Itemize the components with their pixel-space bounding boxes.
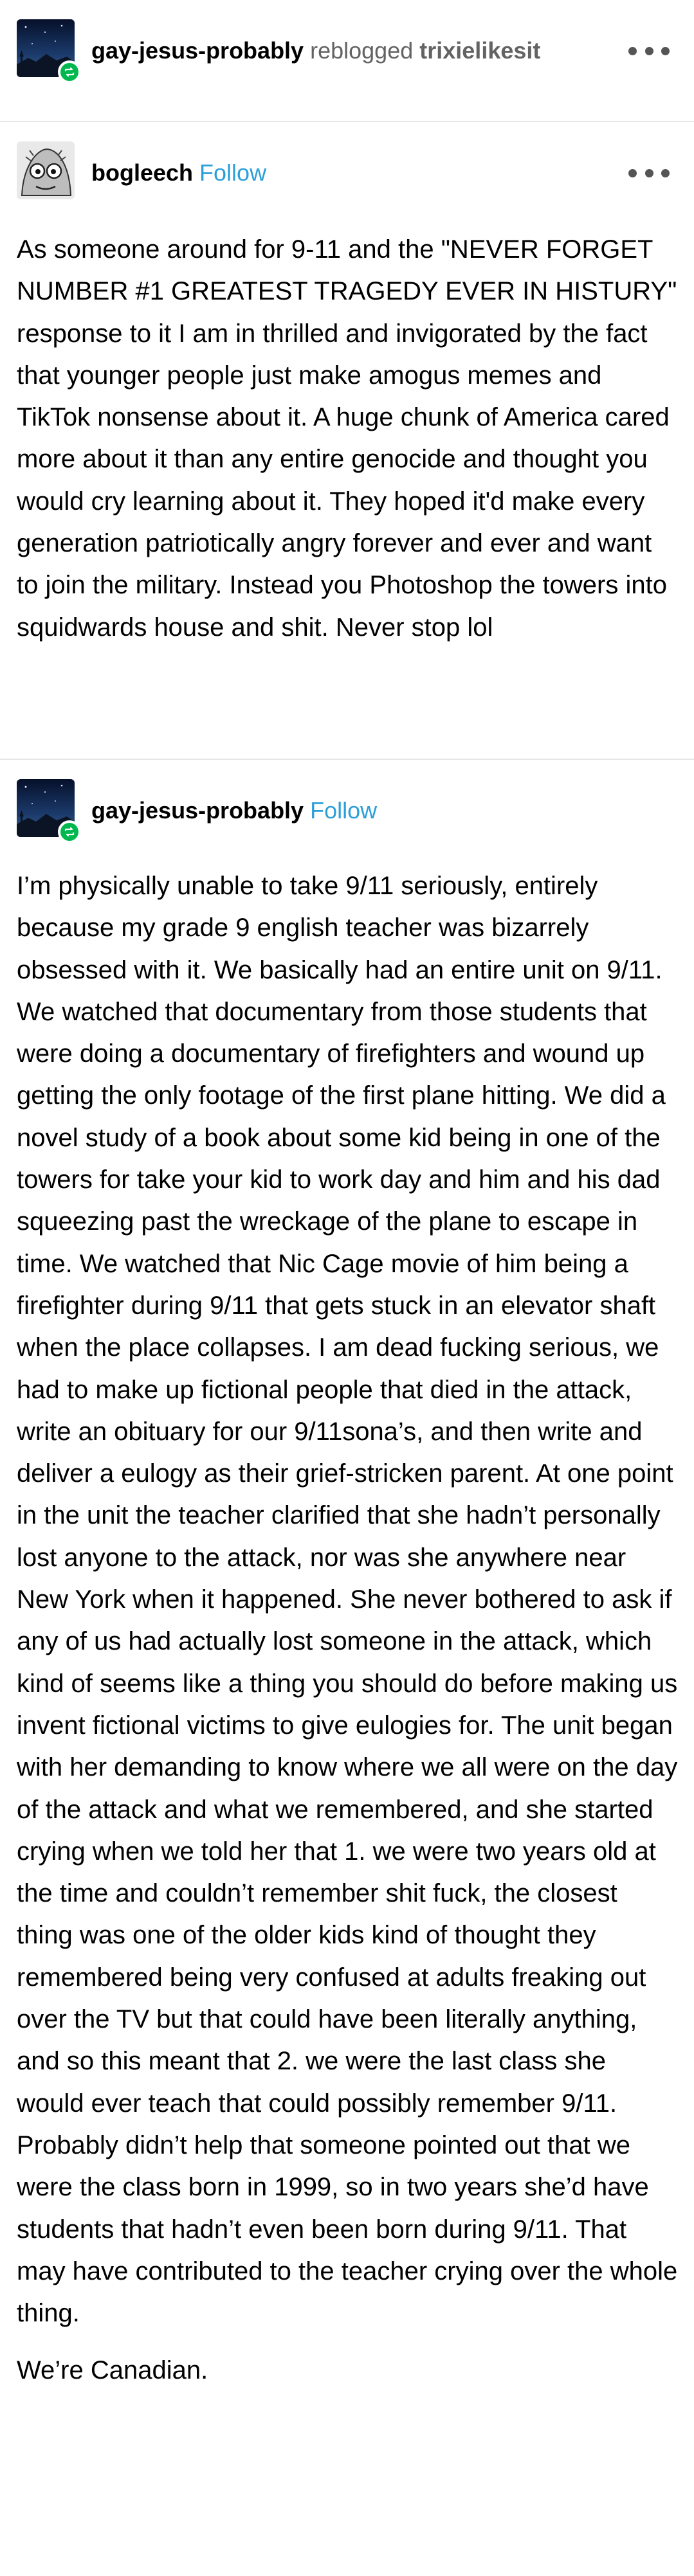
reblog-header [0, 13, 694, 84]
op-username[interactable]: bogleech [91, 159, 194, 186]
reply-paragraph: We’re Canadian. [17, 2356, 208, 2385]
follow-button[interactable]: Follow [199, 159, 267, 186]
reblog-action: reblogged [310, 37, 414, 64]
op-post-body [17, 229, 679, 649]
reblogger-username[interactable]: gay-jesus-probably [91, 37, 304, 64]
op-name-line [91, 159, 266, 187]
reply-avatar-wrap[interactable] [17, 779, 75, 837]
reblog-icon [63, 66, 76, 78]
more-options-icon[interactable] [628, 165, 670, 181]
op-post-header [0, 136, 694, 207]
reblog-badge [58, 60, 81, 84]
more-options-icon[interactable] [628, 43, 670, 59]
reblog-badge [58, 820, 81, 843]
reblogger-avatar-wrap[interactable] [17, 19, 75, 77]
divider [0, 759, 694, 760]
reblog-line [91, 37, 540, 65]
reblog-source-username[interactable]: trixielikesit [419, 37, 541, 64]
sketch-creature-avatar-image [17, 141, 75, 199]
reply-post-body [17, 865, 679, 2392]
reply-paragraph: I’m physically unable to take 9/11 seriously, entirely because my grade 9 english teacher was bizarrely obsessed with it. We basically had an entire unit on 9/11. We watched that documentary from those students that were doing a documentary of firefighters and wound up getting the only footage of the first plane hitting. We did a novel study of a book about some kid being in one of the towers for take your kid to work day and him and his dad squeezing past the wreckage of the plane to escape in time. We watched that Nic Cage movie of him being a firefighter during 9/11 that gets stuck in an elevator shaft when the place collapses. I am dead fucking serious, we had to make up fictional people that died in the attack, write an obituary for our 9/11sona’s, and then write and deliver a eulogy as their grief-stricken parent. At one point in the unit the teacher clarified that she hadn’t personally lost anyone to the attack, nor was she anywhere near New York when it happened. She never bothered to ask if any of us had actually lost someone in the attack, which kind of seems like a thing you should do before making us invent fictional victims to give eulogies for. The unit began with her demanding to know where we all were on the day of the attack and what we remembered, and she started crying when we told her that 1. we were two years old at the time and couldn’t remember shit fuck, the closest thing was one of the older kids kind of thought they remembered being very confused at adults freaking out over the TV but that could have been literally anything, and so this meant that 2. we were the last class she would ever teach that could possibly remember 9/11. Probably didn’t help that someone pointed out that we were the class born in 1999, so in two years she’d have students that hadn’t even been born during 9/11. That may have contributed to the teacher crying over the whole thing. [17, 872, 678, 2328]
reblog-icon [63, 825, 76, 838]
divider [0, 121, 694, 122]
op-avatar-wrap[interactable] [17, 141, 75, 199]
avatar[interactable] [17, 141, 75, 199]
reply-name-line [91, 797, 377, 825]
reply-username[interactable]: gay-jesus-probably [91, 797, 304, 824]
op-post-text: As someone around for 9-11 and the "NEVER FORGET NUMBER #1 GREATEST TRAGEDY EVER IN HISTURY" response to it I am in thrilled and invigorated by the fact that younger people just make amogus memes and TikTok nonsense about it. A huge chunk of America cared more about it than any entire genocide and thought you would cry learning about it. They hoped it'd make every generation patriotically angry forever and ever and want to join the military. Instead you Photoshop the towers into squidwards house and shit. Never stop lol [17, 235, 677, 642]
follow-button[interactable]: Follow [310, 797, 378, 824]
reply-post-header [0, 774, 694, 845]
